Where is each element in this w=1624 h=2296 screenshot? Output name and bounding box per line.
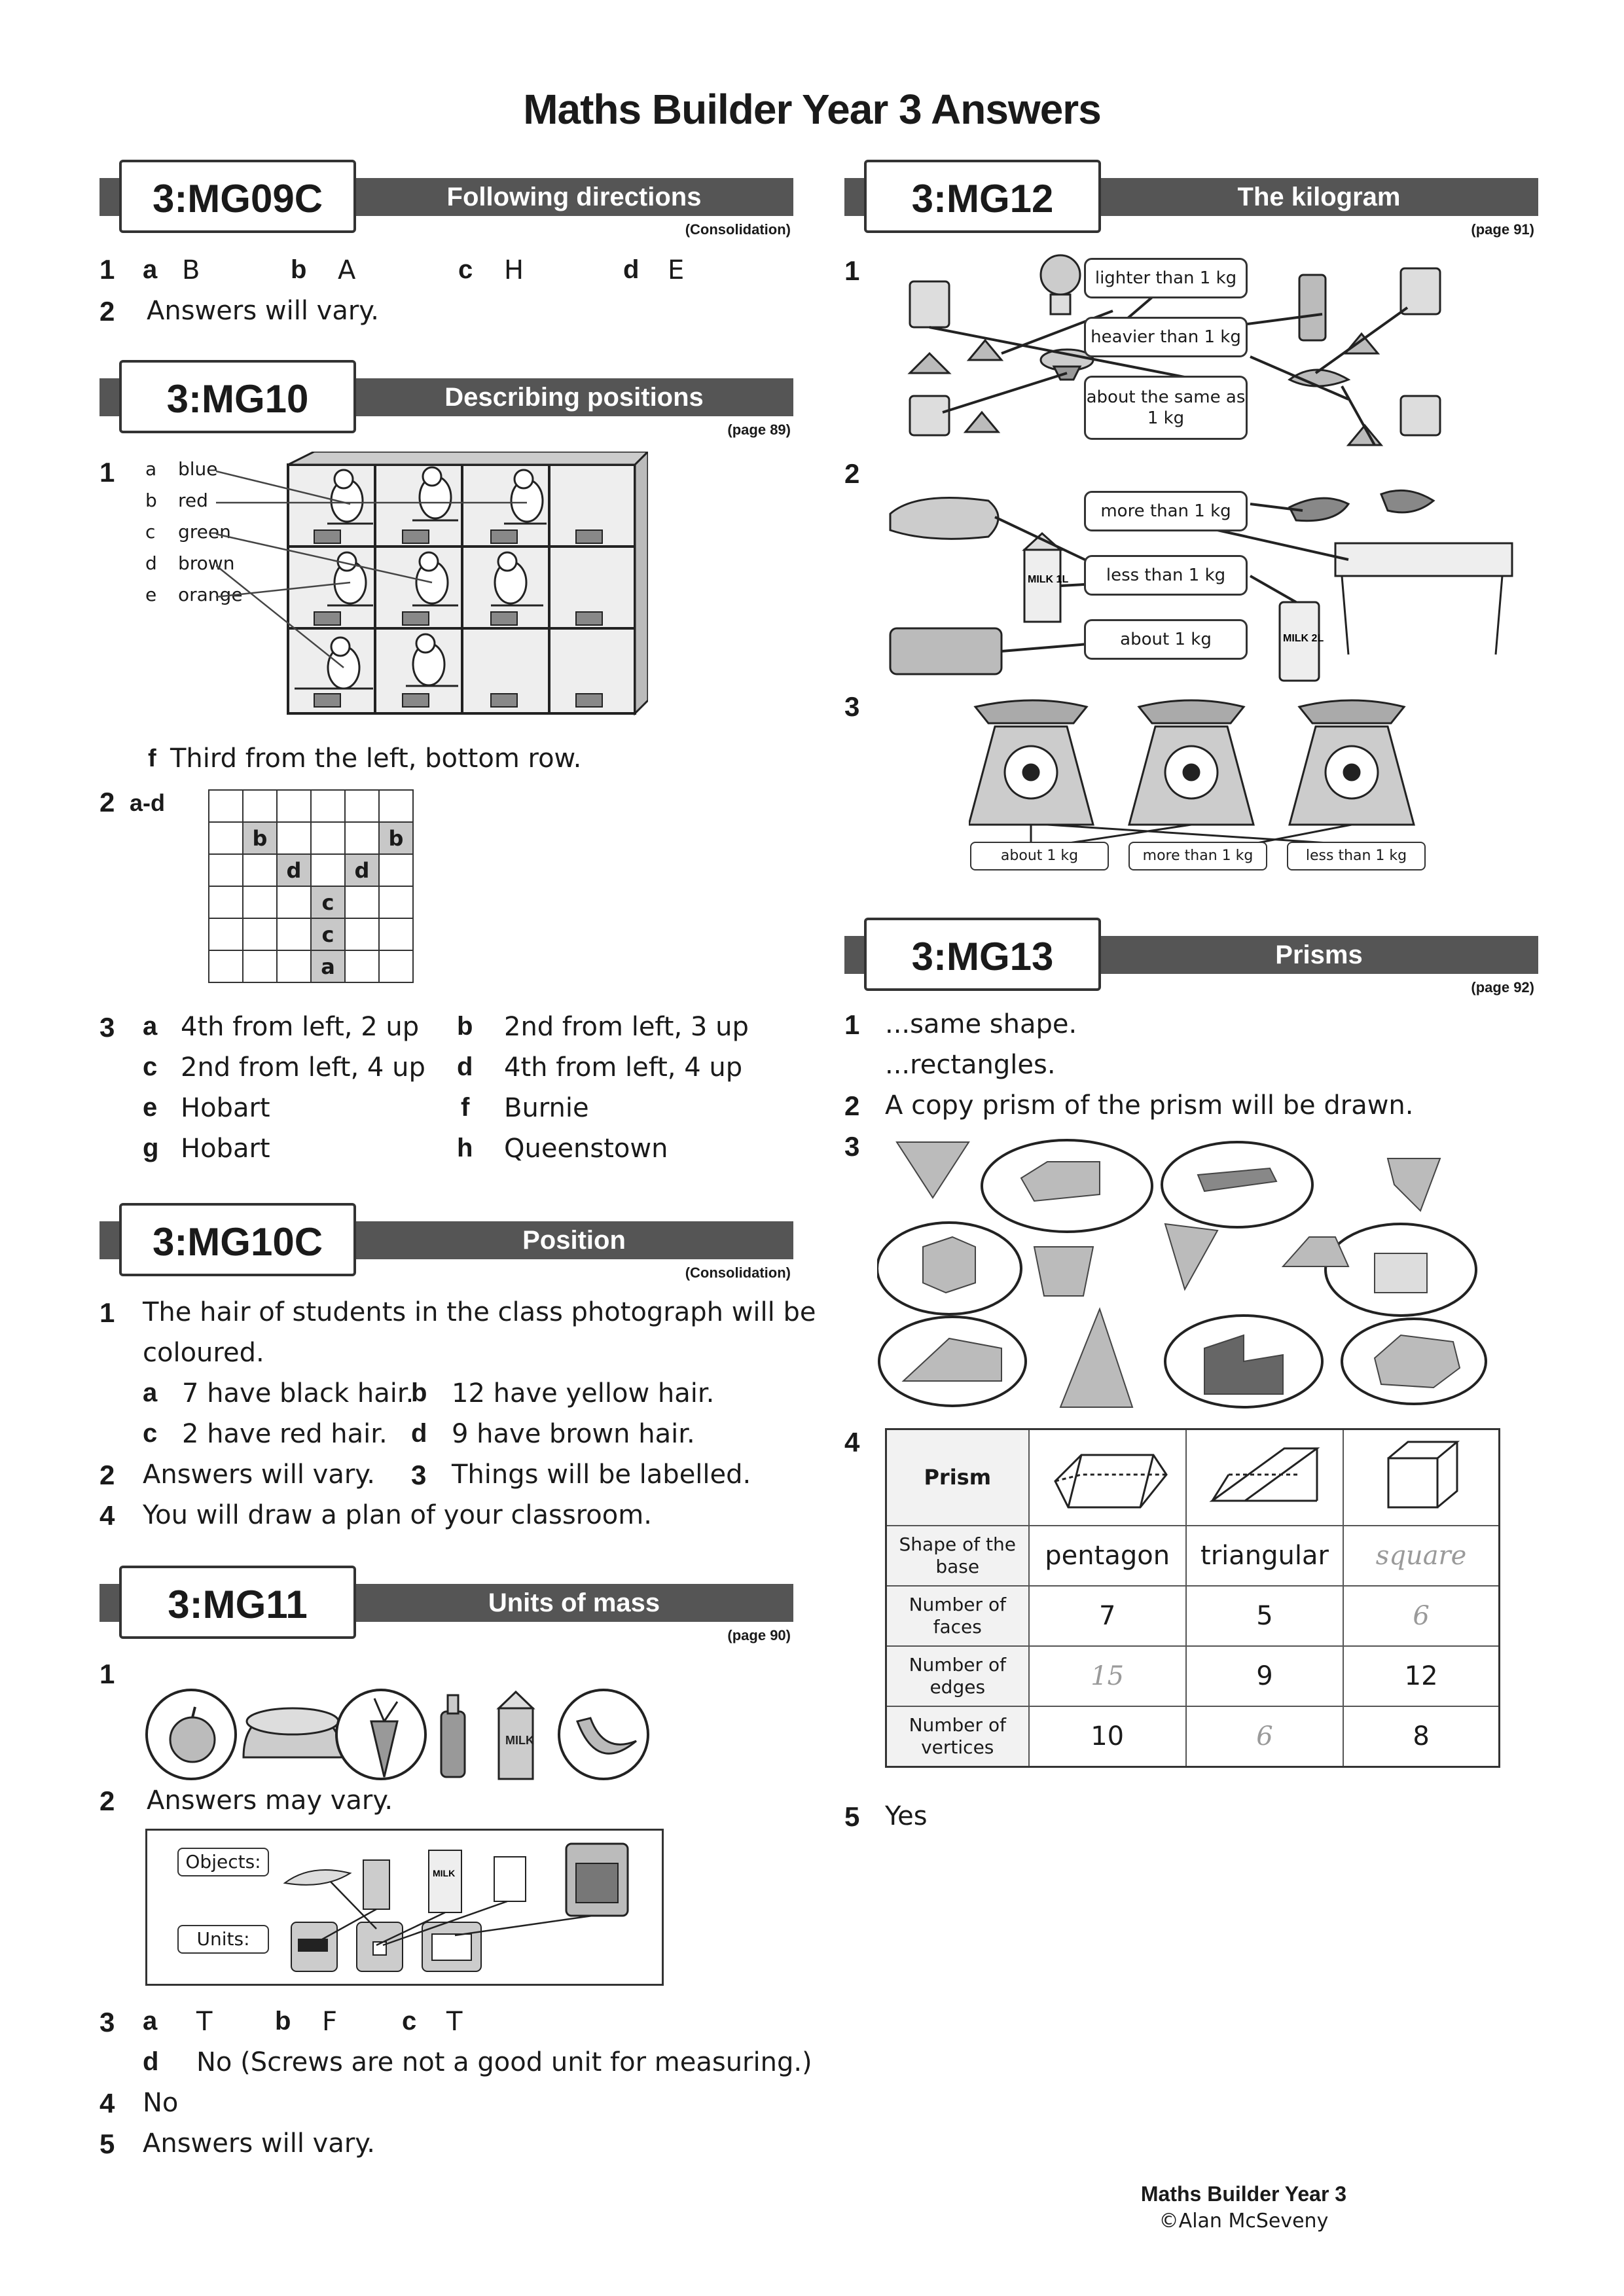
answer-text: A: [338, 255, 356, 285]
question-number: 5: [99, 2128, 115, 2159]
part-letter: c: [145, 521, 156, 543]
section-name: Units of mass: [488, 1588, 660, 1617]
part-letter: h: [457, 1134, 473, 1162]
section-name: Prisms: [1275, 941, 1363, 969]
answer-text: 2 have red hair.: [182, 1419, 388, 1449]
answer-text: Answers will vary.: [147, 296, 379, 326]
answer-text: Third from the left, bottom row.: [170, 744, 582, 774]
section-code: 3:MG10C: [119, 1203, 356, 1276]
question-number: 3: [99, 2007, 115, 2037]
part-letter: d: [623, 255, 640, 284]
section-name: The kilogram: [1237, 183, 1401, 211]
section-code: 3:MG11: [119, 1566, 356, 1639]
units-label: Units:: [177, 1925, 269, 1954]
question-number: 3: [844, 1131, 860, 1162]
question-number: 2: [99, 1460, 115, 1490]
prism-header: Prism: [886, 1429, 1029, 1526]
answer-text: ...rectangles.: [885, 1050, 1056, 1080]
question-number: 1: [99, 254, 115, 285]
answer-text: Hobart: [181, 1134, 270, 1164]
color-word: brown: [178, 552, 235, 574]
answer-text: No: [143, 2088, 179, 2118]
answer-text: A copy prism of the prism will be drawn.: [885, 1090, 1414, 1121]
table-cell: triangular: [1186, 1526, 1343, 1586]
mass-label: more than 1 kg: [1128, 842, 1267, 870]
part-letter: b: [291, 255, 307, 284]
row-label: Number of vertices: [886, 1706, 1029, 1767]
part-letter: g: [143, 1134, 159, 1162]
question-number: 2: [99, 296, 115, 327]
objects-units-drawing: [278, 1837, 658, 1981]
part-letter: a: [143, 1012, 158, 1041]
part-letter: c: [143, 1419, 158, 1448]
part-letter: f: [461, 1093, 470, 1122]
section-page: (page 91): [1471, 221, 1534, 238]
mass-label: about 1 kg: [970, 842, 1109, 870]
answer-text: E: [668, 255, 685, 285]
section-code: 3:MG13: [864, 918, 1101, 991]
answer-text: 4th from left, 4 up: [504, 1052, 743, 1083]
question-number: 4: [99, 2088, 115, 2119]
grid-cell: b: [379, 822, 413, 854]
grid-cell: c: [311, 886, 345, 918]
grid-cell: c: [311, 918, 345, 950]
part-letter: a: [143, 1378, 158, 1407]
mass-label: less than 1 kg: [1287, 842, 1426, 870]
section-code: 3:MG09C: [119, 160, 356, 233]
answer-text: Burnie: [504, 1093, 589, 1123]
part-letter: c: [143, 1052, 158, 1081]
part-letter: a: [143, 255, 158, 284]
answer-text: B: [182, 255, 200, 285]
table-cell: 5: [1186, 1586, 1343, 1646]
question-number: 5: [844, 1801, 860, 1832]
question-number: 2: [99, 1785, 115, 1816]
answer-text: Hobart: [181, 1093, 270, 1123]
section-code: 3:MG12: [864, 160, 1101, 233]
question-number: 4: [99, 1500, 115, 1531]
section-page: (Consolidation): [685, 221, 791, 238]
section-name: Position: [522, 1226, 626, 1255]
mass-label: about the same as 1 kg: [1084, 376, 1248, 440]
answer-text: Answers may vary.: [147, 1785, 393, 1816]
answer-text: Answers will vary.: [143, 2128, 375, 2159]
milk-label: MILK 1L: [1028, 574, 1069, 585]
row-label: Number of edges: [886, 1646, 1029, 1706]
question-number: 4: [844, 1427, 860, 1458]
question-number: 1: [844, 255, 860, 286]
table-cell-handwritten: square: [1343, 1526, 1499, 1586]
table-cell-handwritten: 6: [1343, 1586, 1499, 1646]
answer-text: F: [322, 2007, 338, 2037]
cube-icon: [1343, 1429, 1499, 1526]
answer-text: The hair of students in the class photograph will be: [143, 1297, 816, 1327]
answer-text: coloured.: [143, 1338, 264, 1368]
color-word: orange: [178, 584, 243, 605]
part-letter: a: [143, 2007, 158, 2036]
mass-label: more than 1 kg: [1084, 491, 1248, 531]
answer-text: You will draw a plan of your classroom.: [143, 1500, 652, 1530]
color-word: red: [178, 490, 208, 511]
table-cell-handwritten: 6: [1186, 1706, 1343, 1767]
answer-text: H: [504, 255, 524, 285]
answer-text: T: [446, 2007, 463, 2037]
section-name: Following directions: [446, 183, 702, 211]
table-cell: 10: [1029, 1706, 1186, 1767]
question-number: 1: [844, 1009, 860, 1040]
milk-label: MILK 2L: [1283, 633, 1324, 644]
question-number: 3: [99, 1012, 115, 1043]
part-letter: e: [145, 584, 157, 605]
part-letter: e: [143, 1093, 158, 1122]
table-cell: 8: [1343, 1706, 1499, 1767]
section-page: (page 89): [727, 422, 791, 438]
mass-label: lighter than 1 kg: [1084, 258, 1248, 298]
part-letter: d: [145, 552, 157, 574]
table-cell: 7: [1029, 1586, 1186, 1646]
part-letter: d: [143, 2047, 159, 2076]
mass-label: heavier than 1 kg: [1084, 317, 1248, 357]
table-cell-handwritten: 15: [1029, 1646, 1186, 1706]
pentagonal-prism-icon: [1029, 1429, 1186, 1526]
question-number: 2: [844, 1090, 860, 1121]
answer-text: 4th from left, 2 up: [181, 1012, 420, 1042]
prism-shapes-illustration: [877, 1139, 1519, 1414]
section-name: Describing positions: [444, 383, 704, 412]
table-cell: pentagon: [1029, 1526, 1186, 1586]
part-letter: d: [457, 1052, 473, 1081]
section-page: (page 90): [727, 1627, 791, 1643]
mass-objects-illustration: [145, 1682, 656, 1787]
answer-text: No (Screws are not a good unit for measuring.): [196, 2047, 812, 2077]
section-page: (Consolidation): [685, 1265, 791, 1281]
answer-text: 9 have brown hair.: [452, 1419, 695, 1449]
answer-text: 12 have yellow hair.: [452, 1378, 715, 1408]
table-cell: 12: [1343, 1646, 1499, 1706]
question-number: 3: [411, 1460, 427, 1490]
footer-copyright: ©Alan McSeveny: [1159, 2210, 1329, 2233]
answer-text: Things will be labelled.: [452, 1460, 751, 1490]
grid-cell: d: [345, 854, 379, 886]
part-letter: b: [411, 1378, 427, 1407]
question-number: 1: [99, 1659, 115, 1689]
question-number: 1: [99, 1297, 115, 1328]
part-letter: c: [402, 2007, 417, 2036]
question-number: 1: [99, 457, 115, 488]
question-number: 3: [844, 691, 860, 722]
mass-label: less than 1 kg: [1084, 555, 1248, 596]
part-letter: f: [148, 745, 156, 772]
milk-label: MILK: [505, 1734, 534, 1747]
part-letter: b: [145, 490, 157, 511]
row-label: Shape of the base: [886, 1526, 1029, 1586]
grid-cell: a: [311, 950, 345, 982]
color-word: green: [178, 521, 231, 543]
answer-text: 2nd from left, 4 up: [181, 1052, 425, 1083]
part-letter: b: [457, 1012, 473, 1041]
milk-label: MILK: [433, 1868, 456, 1878]
prism-properties-table: [885, 1428, 1500, 1768]
grid-cell: d: [277, 854, 311, 886]
answer-text: Answers will vary.: [143, 1460, 375, 1490]
answer-text: ...same shape.: [885, 1009, 1077, 1039]
answer-text: Yes: [885, 1801, 928, 1831]
part-letter: c: [458, 255, 473, 284]
triangular-prism-icon: [1186, 1429, 1343, 1526]
color-word: blue: [178, 458, 218, 480]
answer-text: 7 have black hair.: [182, 1378, 414, 1408]
answer-text: 2nd from left, 3 up: [504, 1012, 749, 1042]
page-title: Maths Builder Year 3 Answers: [523, 86, 1101, 133]
answer-text: Queenstown: [504, 1134, 668, 1164]
section-page: (page 92): [1471, 979, 1534, 996]
bird-shelf-illustration: [216, 452, 648, 726]
position-grid: [208, 789, 414, 983]
question-number: 2: [844, 458, 860, 489]
part-letter: a: [145, 458, 157, 480]
part-label: a-d: [130, 789, 165, 816]
objects-units-box: [145, 1829, 664, 1986]
mass-label: about 1 kg: [1084, 619, 1248, 660]
answer-text: T: [196, 2007, 213, 2037]
part-letter: d: [411, 1419, 427, 1448]
footer-title: Maths Builder Year 3: [1140, 2182, 1347, 2206]
section-code: 3:MG10: [119, 360, 356, 433]
table-cell: 9: [1186, 1646, 1343, 1706]
row-label: Number of faces: [886, 1586, 1029, 1646]
objects-label: Objects:: [177, 1848, 269, 1876]
question-number: 2: [99, 787, 115, 817]
grid-cell: b: [243, 822, 277, 854]
part-letter: b: [275, 2007, 291, 2036]
